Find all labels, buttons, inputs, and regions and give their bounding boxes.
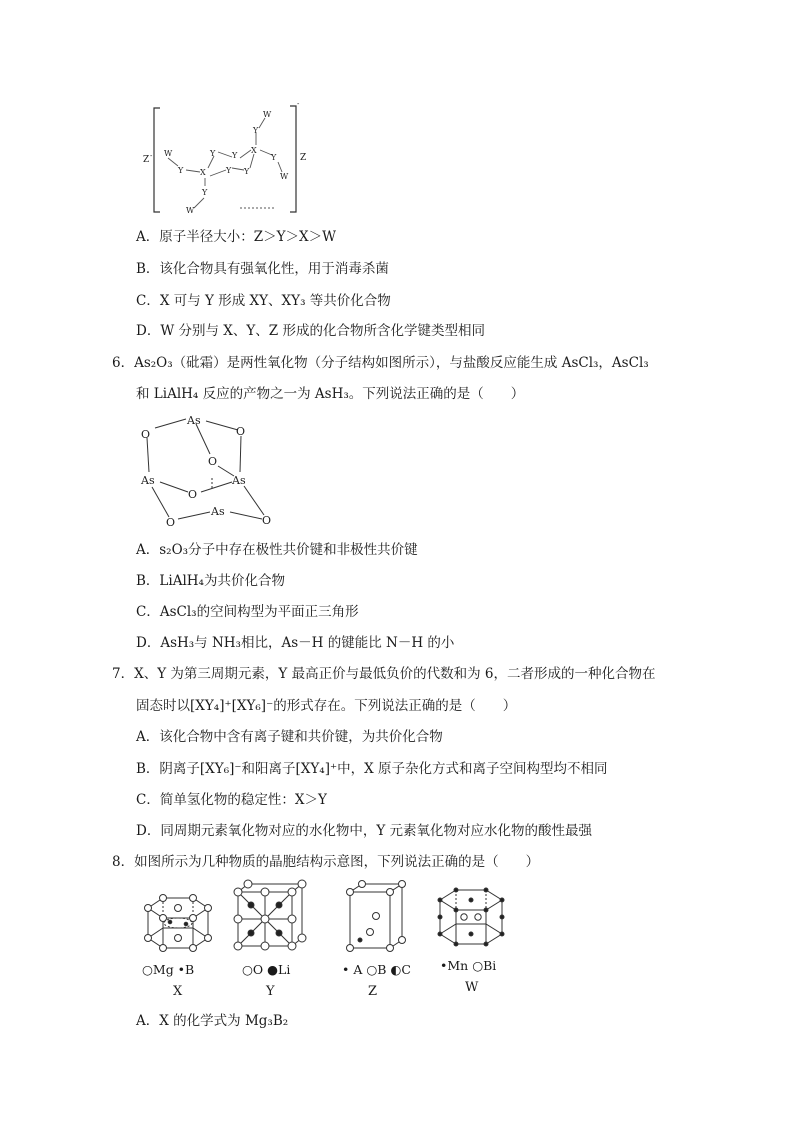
atom-y: Y: [232, 151, 238, 160]
q8-stem-line1: 8．如图所示为几种物质的晶胞结构示意图，下列说法正确的是（ ）: [112, 854, 540, 870]
cell-w-drawing: [438, 888, 504, 946]
atom-w: W: [164, 149, 173, 158]
cell-y-label: Y: [266, 984, 275, 999]
atom-x: X: [200, 168, 206, 177]
atom-o: O: [141, 428, 151, 441]
q6-option-a: A．s₂O₃分子中存在极性共价键和非极性共价键: [136, 542, 418, 558]
atom-o: O: [166, 516, 176, 529]
atom-w: W: [186, 206, 195, 215]
q7-option-d: D．同周期元素氧化物对应的水化物中，Y 元素氧化物对应水化物的酸性最强: [136, 823, 593, 839]
q6-stem-line1: 6．As₂O₃（砒霜）是两性氧化物（分子结构如图所示），与盐酸反应能生成 AsCl₃，AsCl₃: [112, 355, 649, 371]
cell-y-drawing: [234, 880, 306, 950]
atom-w: W: [280, 172, 289, 181]
atom-y: Y: [178, 166, 184, 175]
cell-z-drawing: [347, 881, 406, 952]
q6-option-d: D．AsH₃与 NH₃相比，As－H 的键能比 N－H 的小: [136, 635, 455, 651]
q6-option-c: C．AsCl₃的空间构型为平面正三角形: [136, 604, 359, 620]
cell-w-label: W: [465, 980, 479, 995]
atom-y: Y: [253, 126, 259, 135]
q7-stem-line2: 固态时以[XY₄]⁺[XY₆]⁻的形式存在。下列说法正确的是（ ）: [136, 698, 517, 714]
atom-y: Y: [271, 153, 277, 162]
counter-ion-right: Z: [300, 153, 307, 163]
atom-as: As: [211, 505, 225, 518]
cell-x-legend: ○Mg •B: [142, 962, 195, 977]
atom-y: Y: [244, 167, 250, 176]
atom-y: Y: [202, 188, 208, 197]
q7-option-a: A．该化合物中含有离子键和共价键，为共价化合物: [136, 729, 443, 745]
atom-as: As: [187, 414, 201, 427]
atom-o: O: [262, 514, 272, 527]
cell-x-drawing: [145, 895, 212, 952]
cell-x-label: X: [173, 984, 183, 999]
charge-right: -: [297, 100, 300, 108]
charge-left: -: [150, 152, 153, 160]
q8-option-a: A．X 的化学式为 Mg₃B₂: [136, 1013, 289, 1029]
cell-z-label: Z: [368, 984, 378, 999]
q7-option-c: C．简单氢化物的稳定性：X＞Y: [136, 792, 327, 808]
q7-option-b: B．阴离子[XY₆]⁻和阳离子[XY₄]⁺中，X 原子杂化方式和离子空间构型均不相同: [136, 761, 608, 777]
atom-y: Y: [226, 166, 232, 175]
cell-w-legend: •Mn ○Bi: [440, 958, 497, 973]
q5-option-d: D．W 分别与 X、Y、Z 形成的化合物所含化学键类型相同: [136, 323, 485, 339]
q6-stem-line2: 和 LiAlH₄ 反应的产物之一为 AsH₃。下列说法正确的是（ ）: [136, 386, 525, 402]
q5-option-b: B．该化合物具有强氧化性，用于消毒杀菌: [136, 261, 389, 277]
q7-stem-line1: 7．X、Y 为第三周期元素，Y 最高正价与最低负价的代数和为 6，二者形成的一种化合物在: [112, 666, 656, 682]
atom-y: Y: [210, 149, 216, 158]
q5-option-c: C．X 可与 Y 形成 XY、XY₃ 等共价化合物: [136, 293, 391, 309]
atom-as: As: [141, 474, 155, 487]
atom-o: O: [208, 455, 218, 468]
q6-option-b: B．LiAlH₄为共价化合物: [136, 573, 285, 589]
cell-z-legend: • A ○B ◐C: [342, 962, 411, 977]
q5-option-a: A．原子半径大小：Z＞Y＞X＞W: [136, 229, 337, 245]
cell-y-legend: ○O ●Li: [242, 962, 291, 977]
counter-ion-left: Z: [143, 155, 150, 165]
atom-o: O: [236, 425, 246, 438]
atom-x: X: [251, 146, 257, 155]
atom-as: As: [232, 474, 246, 487]
atom-o: O: [188, 488, 198, 501]
atom-w: W: [263, 110, 272, 119]
